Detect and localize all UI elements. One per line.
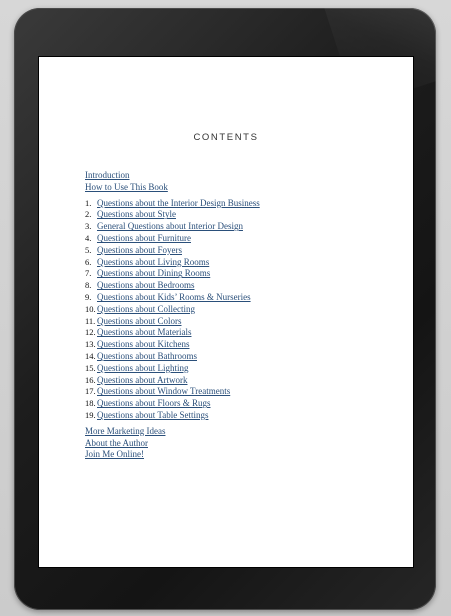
list-item [85,410,260,422]
toc-link-marketing-ideas[interactable]: More Marketing Ideas [85,425,166,436]
toc-link-chapter-18[interactable]: Questions about Floors & Rugs [97,398,211,409]
chapter-number: 1. [85,197,92,208]
toc-link-chapter-4[interactable]: Questions about Furniture [97,232,191,243]
toc-link-chapter-15[interactable]: Questions about Lighting [97,362,189,373]
chapter-number: 17. [85,386,96,397]
chapter-number: 14. [85,350,96,361]
list-item [85,245,260,257]
toc-link-chapter-12[interactable]: Questions about Materials [97,327,192,338]
toc-link-chapter-10[interactable]: Questions about Collecting [97,303,195,314]
list-item [85,221,260,233]
chapter-number: 19. [85,409,96,420]
list-item [85,339,260,351]
list-item [85,292,260,304]
ebook-page[interactable] [38,56,414,568]
toc-link-chapter-7[interactable]: Questions about Dining Rooms [97,268,211,279]
list-item [85,268,260,280]
toc-link-introduction[interactable]: Introduction [85,170,130,180]
chapter-number: 6. [85,256,92,267]
list-item [85,316,260,328]
chapter-number: 13. [85,339,96,350]
toc-link-chapter-2[interactable]: Questions about Style [97,209,176,220]
list-item [85,398,260,410]
table-of-contents [85,170,260,461]
chapter-number: 4. [85,232,92,243]
chapter-number: 18. [85,398,96,409]
chapter-number: 15. [85,362,96,373]
toc-link-chapter-3[interactable]: General Questions about Interior Design [97,221,243,232]
list-item [85,363,260,375]
chapter-number: 11. [85,315,96,326]
toc-link-chapter-6[interactable]: Questions about Living Rooms [97,256,210,267]
toc-link-chapter-14[interactable]: Questions about Bathrooms [97,350,197,361]
tablet-frame [14,8,436,610]
list-item [85,351,260,363]
chapter-number: 3. [85,221,92,232]
list-item [85,327,260,339]
chapter-number: 7. [85,268,92,279]
chapter-list [85,198,260,422]
toc-link-chapter-16[interactable]: Questions about Artwork [97,374,188,385]
toc-link-chapter-8[interactable]: Questions about Bedrooms [97,280,195,291]
toc-link-chapter-13[interactable]: Questions about Kitchens [97,339,190,350]
toc-link-chapter-1[interactable]: Questions about the Interior Design Business [97,197,260,208]
chapter-number: 10. [85,303,96,314]
chapter-number: 9. [85,291,92,302]
toc-link-join-online[interactable]: Join Me Online! [85,449,144,460]
toc-link-chapter-5[interactable]: Questions about Foyers [97,244,182,255]
toc-link-chapter-9[interactable]: Questions about Kids’ Rooms & Nurseries [97,291,251,302]
list-item [85,304,260,316]
list-item [85,198,260,210]
list-item [85,209,260,221]
list-item [85,280,260,292]
toc-link-chapter-11[interactable]: Questions about Colors [97,315,182,326]
toc-link-how-to-use[interactable]: How to Use This Book [85,181,168,192]
chapter-number: 2. [85,209,92,220]
chapter-number: 5. [85,244,92,255]
chapter-number: 8. [85,280,92,291]
toc-link-about-author[interactable]: About the Author [85,437,148,448]
toc-link-chapter-19[interactable]: Questions about Table Settings [97,409,209,420]
list-item [85,257,260,269]
list-item [85,233,260,245]
chapter-number: 16. [85,374,96,385]
page-title: CONTENTS [193,132,259,143]
list-item [85,386,260,398]
toc-link-chapter-17[interactable]: Questions about Window Treatments [97,386,231,397]
chapter-number: 12. [85,327,96,338]
list-item [85,375,260,387]
